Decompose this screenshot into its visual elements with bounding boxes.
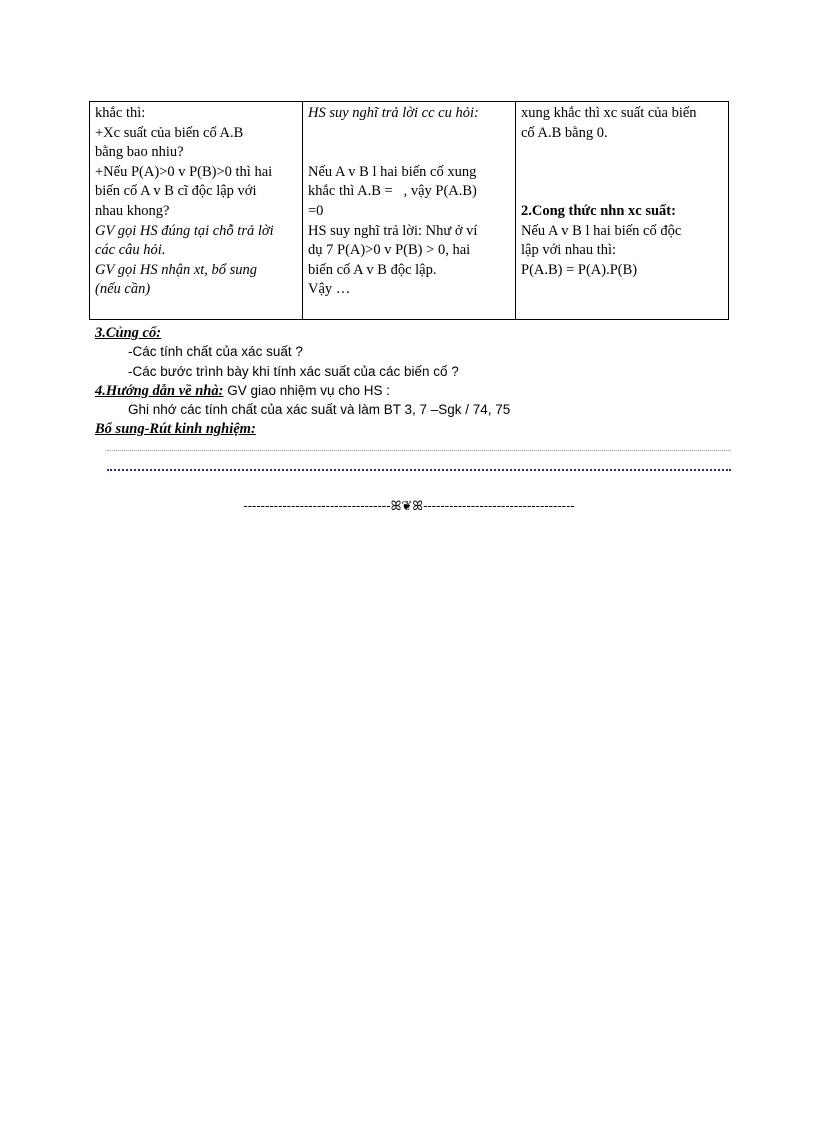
- table-text: +Nếu P(A)>0 v P(B)>0 thì hai: [95, 163, 273, 180]
- section-divider: [193, 498, 625, 514]
- table-text: 2.Cong thức nhn xc suất:: [521, 202, 676, 219]
- dotted-line: [107, 469, 731, 471]
- huongdan-line: [95, 381, 390, 401]
- table-text: =0: [308, 202, 324, 219]
- dotted-line: [107, 450, 731, 451]
- table-text: Nếu A v B l hai biến cố xung: [308, 163, 477, 180]
- spacer: [521, 143, 724, 163]
- table-text: +Xc suất của biến cố A.B: [95, 124, 244, 141]
- table-text: HS suy nghĩ trả lời: Như ở ví: [308, 222, 478, 239]
- student-activity-cell: [303, 102, 516, 320]
- bosung-heading: Bổ sung-Rút kinh nghiệm:: [95, 421, 256, 437]
- huongdan-detail: Ghi nhớ các tính chất của xác suất và làm BT 3, 7 –Sgk / 74, 75: [128, 402, 511, 417]
- table-row: [90, 102, 729, 320]
- table-text: GV gọi HS nhận xt, bổ sung: [95, 261, 258, 278]
- lesson-table: [89, 101, 729, 320]
- table-text: GV gọi HS đúng tại chỗ trả lời: [95, 222, 274, 239]
- ornament-icon: ꕤ❦ꕤ: [390, 499, 424, 514]
- spacer: [308, 143, 511, 163]
- table-text: nhau khong?: [95, 202, 170, 219]
- content-cell: [516, 102, 729, 320]
- spacer: [521, 182, 724, 202]
- cungco-heading: 3.Củng cố:: [95, 325, 162, 341]
- table-text: P(A.B) = P(A).P(B): [521, 261, 638, 278]
- huongdan-heading: 4.Hướng dẫn về nhà:: [95, 383, 224, 399]
- divider-dashes: ----------------------------------: [243, 498, 391, 513]
- table-text: dụ 7 P(A)>0 v P(B) > 0, hai: [308, 242, 471, 259]
- table-text: khắc thì A.B = , vậy P(A.B): [308, 183, 477, 200]
- cungco-item: -Các bước trình bày khi tính xác suất của các biến cố ?: [128, 364, 459, 379]
- huongdan-text: GV giao nhiệm vụ cho HS :: [223, 383, 391, 398]
- table-text: lập với nhau thì:: [521, 242, 617, 259]
- table-text: các câu hỏi.: [95, 242, 166, 259]
- table-text: khắc thì:: [95, 105, 146, 121]
- table-text: HS suy nghĩ trả lời cc cu hỏi:: [308, 105, 479, 121]
- teacher-activity-cell: [90, 102, 303, 320]
- table-text: biến cố A v B độc lập.: [308, 261, 437, 278]
- table-text: Vậy …: [308, 281, 351, 298]
- table-text: cố A.B bằng 0.: [521, 124, 608, 141]
- divider-dashes: -----------------------------------: [423, 498, 575, 513]
- table-text: (nếu cần): [95, 281, 151, 298]
- table-text: biến cố A v B cĩ độc lập với: [95, 183, 257, 200]
- table-text: Nếu A v B l hai biến cố độc: [521, 222, 682, 239]
- table-text: xung khắc thì xc suất của biến: [521, 105, 697, 121]
- table-text: bằng bao nhiu?: [95, 144, 184, 161]
- cungco-item: -Các tính chất của xác suất ?: [128, 344, 303, 359]
- spacer: [521, 163, 724, 183]
- spacer: [308, 124, 511, 144]
